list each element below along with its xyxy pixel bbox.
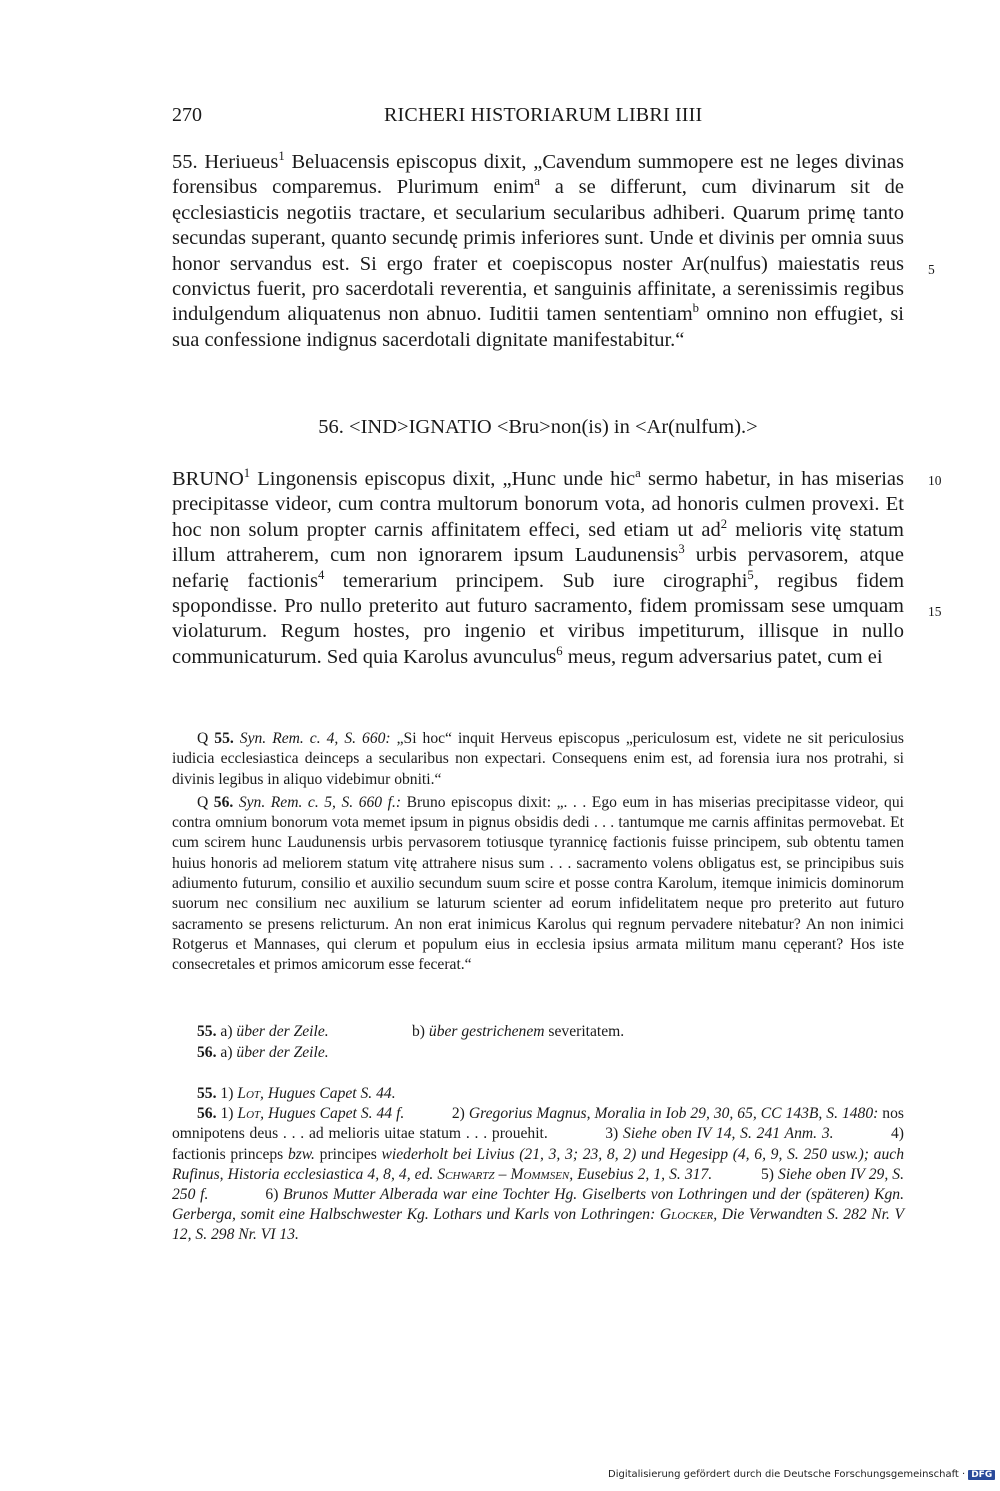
line-number: 10 bbox=[928, 473, 942, 488]
running-title: RICHERI HISTORIARUM LIBRI IIII bbox=[384, 104, 703, 126]
apparatus-row bbox=[172, 1042, 904, 1063]
apparatus-entry: 56. a) über der Zeile. bbox=[197, 1044, 329, 1061]
apparatus-entry: b) über gestrichenem severitatem. bbox=[412, 1023, 625, 1040]
chapter-56-heading: 56. <IND>IGNATIO <Bru>non(is) in <Ar(nulfum).> bbox=[318, 416, 758, 438]
critical-apparatus bbox=[172, 1021, 904, 1063]
line-number: 15 bbox=[928, 604, 942, 619]
page-number: 270 bbox=[172, 104, 202, 126]
source-note: Q 55. Syn. Rem. c. 4, S. 660: „Si hoc“ inquit Herveus episcopus „periculosum est, videte ne sit periculosius iudicia ecclesiastica deinceps a secularibus non expectari. Consequens enim est, ad forensia iura nos protrahi, si divinis legibus in aliquo videbimur obniti.“ bbox=[172, 730, 904, 788]
chapter-55-text: 55. Heriueus$^1$ Beluacensis episcopus dixit, „Cavendum summopere est ne leges divinas forensibus comparemus. Plurimum enim$^a$ a se differunt, cum divinarum sit de ęcclesiasticis negotiis tractare, et secularium secularibus adhiberi. Quarum primę tanto secundas superant, quanto secundę primis inferiores sunt. Unde et divinis per omnia suus honor servandus est. Si ergo frater et coepiscopus noster Ar(nulfus) maiestatis reus convictus fuerit, pro sacerdotali reverentia, et sanguinis affinitate, a serenissimis regibus indulgendum aliquatenus non abnuo. Iuditii tamen sententiam$^b$ omnino non effugiet, si sua confessione indignus sacerdotali dignitate manifestabitur.“ bbox=[172, 148, 904, 351]
footnotes bbox=[172, 1084, 904, 1246]
chapter-56-text: BRUNO$^1$ Lingonensis episcopus dixit, „Hunc unde hic$^a$ sermo habetur, in has miserias precipitasse videor, cum contra multorum bonorum vota, ad honoris culmen provexi. Et hoc non solum propter carnis affinitatem effeci, sed etiam ut $ad^2$ melioris vitę statum illum attraherem, cum non ignorarem ipsum Laudunensis$^3$ urbis pervasorem, atque nefarię factionis$^4$ temerarium principem. Sub iure cirographi$^5$, regibus fidem spopondisse. Pro nullo preterito aut futuro sacramento, fidem promissam sese umquam violaturum. Regum hostes, pro ingenio et viribus impetiturum, illisque in nullo communicaturum. Sed quia Karolus avunculus$^6$ meus, regum adversarius patet, cum ei bbox=[172, 465, 905, 668]
footnote: 55. 1) Lot, Hugues Capet S. 44. bbox=[197, 1085, 396, 1102]
digitization-credit bbox=[608, 1469, 995, 1480]
dfg-logo: DFG bbox=[968, 1470, 995, 1480]
running-header bbox=[172, 102, 904, 132]
source-apparatus bbox=[172, 729, 904, 979]
credit-text: Digitalisierung gefördert durch die Deutsche Forschungsgemeinschaft · bbox=[608, 1469, 966, 1480]
line-number: 5 bbox=[928, 262, 935, 277]
apparatus-row bbox=[172, 1021, 904, 1042]
footnote: 56. 1) Lot, Hugues Capet S. 44 f. 2) Gregorius Magnus, Moralia in Iob 29, 30, 65, CC 143B, S. 1480: nos omnipotens deus . . . ad melioris uitae statum . . . prouehit. 3) Siehe oben IV 14, S. 241 Anm. 3. 4) factionis princeps bzw. principes wiederholt bei Livius (21, 3, 3; 23, 8, 2) und Hegesipp (4, 6, 9, S. 250 usw.); auch Rufinus, Historia ecclesiastica 4, 8, 4, ed. Schwartz – Mommsen, Eusebius 2, 1, S. 317. 5) Siehe oben IV 29, S. 250 f. 6) Brunos Mutter Alberada war eine Tochter Hg. Giselberts von Lothringen und der (späteren) Kgn. Gerberga, somit eine Halbschwester Kg. Lothars und Karls von Lothringen: Glocker, Die Verwandten S. 282 Nr. V 12, S. 298 Nr. VI 13. bbox=[172, 1105, 905, 1244]
apparatus-entry: 55. a) über der Zeile. bbox=[197, 1023, 329, 1040]
source-note: Q 56. Syn. Rem. c. 5, S. 660 f.: Bruno episcopus dixit: „. . . Ego eum in has miserias precipitasse videor, qui contra omnium bonorum vota memet ipsum in pignus obsidis dedi . . . tantumque me carnis affinitas permovebat. Et cum scirem hunc Laudunensis urbis pervasorem totiusque tyrannicę factionis fuisse principem, sub obtentu tamen huius honoris ad meliorem statum vitę attrahere nisus sum . . . sacramento volens obligatus est, se principibus suis adiumento futurum, consilio et auxilio secundum suum scire et posse contra Karolum, itemque inimicis dominorum suorum nec consilium nec auxilium se laturum scienter ad eorum infidelitatem neque pro preterito aut futuro sacramento se presens relicturum. An non erat inimicus Karolus qui regnum pervadere nitebatur? An non inimici Rotgerus et Mannases, qui clerum et populum eius in ecclesia ipsius armata militum manu cęperant? Hos iste consecretales et primos amicorum esse fecerat.“ bbox=[172, 793, 904, 974]
